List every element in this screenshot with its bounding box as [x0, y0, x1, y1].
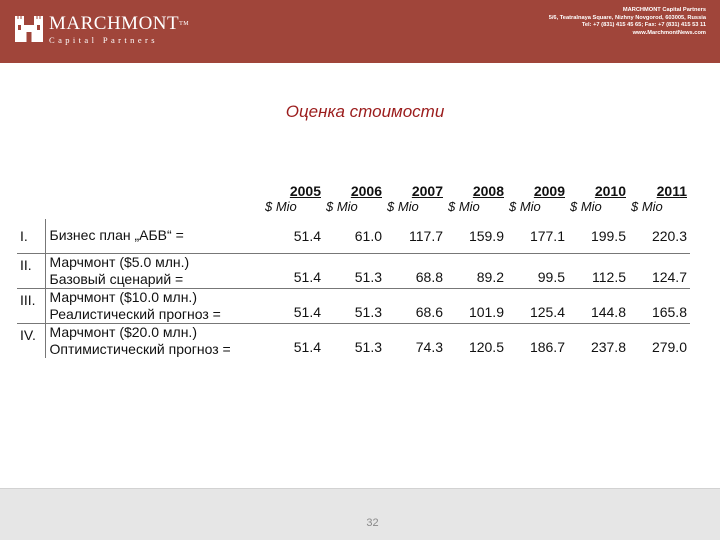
- castle-logo-icon: [14, 14, 44, 44]
- year-header: 2011: [656, 183, 687, 199]
- year-header: 2008: [472, 183, 504, 199]
- table-cell: 144.8: [568, 288, 629, 323]
- table-cell: 237.8: [590, 339, 626, 355]
- table-cell: 51.3: [354, 339, 382, 355]
- table-cell: 51.4: [293, 339, 321, 355]
- row-label: Бизнес план „АБВ“ =: [45, 219, 263, 253]
- contact-line: MARCHMONT Capital Partners: [622, 7, 706, 13]
- logo-name: MARCHMONT™: [49, 13, 190, 34]
- table-row: [17, 219, 690, 253]
- table-cell: 99.5: [507, 253, 568, 288]
- table-cell: 177.1: [507, 219, 568, 253]
- table-cell: 112.5: [568, 253, 629, 288]
- table-row: [17, 323, 690, 358]
- company-logo: [14, 14, 189, 48]
- table-cell: 165.8: [629, 288, 690, 323]
- table-cell: 89.2: [446, 253, 507, 288]
- unit-header: $ Mio: [631, 199, 663, 214]
- table-cell: 51.4: [263, 219, 324, 253]
- valuation-table: [17, 180, 690, 383]
- table-cell: 124.7: [629, 253, 690, 288]
- table-cell: 117.7: [385, 219, 446, 253]
- row-number: I.: [17, 219, 45, 253]
- table-cell: 279.0: [651, 339, 687, 355]
- row-label: Марчмонт ($10.0 млн.) Реалистический прогноз =: [45, 288, 263, 323]
- unit-header: $ Mio: [570, 199, 602, 214]
- row-label: Марчмонт ($20.0 млн.) Оптимистический прогноз =: [49, 323, 231, 357]
- table-cell: 120.5: [468, 339, 504, 355]
- table-row: [17, 288, 690, 323]
- page-number: 32: [366, 517, 379, 529]
- table-cell: 159.9: [446, 219, 507, 253]
- unit-header-row: [17, 199, 690, 219]
- row-number: III.: [17, 288, 45, 323]
- unit-header: $ Mio: [265, 199, 297, 214]
- row-number: IV.: [17, 323, 45, 358]
- logo-subtitle: Capital Partners: [49, 35, 158, 45]
- header-bar: [0, 0, 720, 63]
- contact-line: www.MarchmontNews.com: [632, 29, 706, 36]
- table-cell: 125.4: [507, 288, 568, 323]
- year-header: 2010: [594, 183, 626, 199]
- table-cell: 51.3: [324, 288, 385, 323]
- table-cell: 51.4: [263, 288, 324, 323]
- row-number: II.: [17, 253, 45, 288]
- row-label: Марчмонт ($5.0 млн.) Базовый сценарий =: [45, 253, 263, 288]
- table-cell: 61.0: [324, 219, 385, 253]
- table-cell: 186.7: [529, 339, 565, 355]
- table-cell: 68.8: [385, 253, 446, 288]
- unit-header: $ Mio: [387, 199, 419, 214]
- year-header: 2005: [289, 183, 321, 199]
- table-cell: 101.9: [446, 288, 507, 323]
- contact-info: [549, 7, 706, 37]
- contact-line: 5/6, Teatralnaya Square, Nizhny Novgorod, 603005, Russia: [548, 14, 706, 21]
- unit-header: $ Mio: [448, 199, 480, 214]
- year-header-row: [17, 180, 690, 199]
- unit-header: $ Mio: [326, 199, 358, 214]
- table-cell: 199.5: [568, 219, 629, 253]
- table-cell: 220.3: [629, 219, 690, 253]
- table-cell: 51.3: [324, 253, 385, 288]
- contact-line: Tel: +7 (831) 415 45 65; Fax: +7 (831) 415 53 11: [581, 22, 706, 29]
- year-header: 2009: [533, 183, 565, 199]
- year-header: 2007: [411, 183, 443, 199]
- table-cell: 74.3: [415, 339, 443, 355]
- year-header: 2006: [350, 183, 382, 199]
- table-cell: 51.4: [263, 253, 324, 288]
- slide-title: Оценка стоимости: [285, 102, 445, 121]
- table-cell: 68.6: [385, 288, 446, 323]
- table-row: [17, 253, 690, 288]
- footer-bar: [0, 488, 720, 540]
- unit-header: $ Mio: [509, 199, 541, 214]
